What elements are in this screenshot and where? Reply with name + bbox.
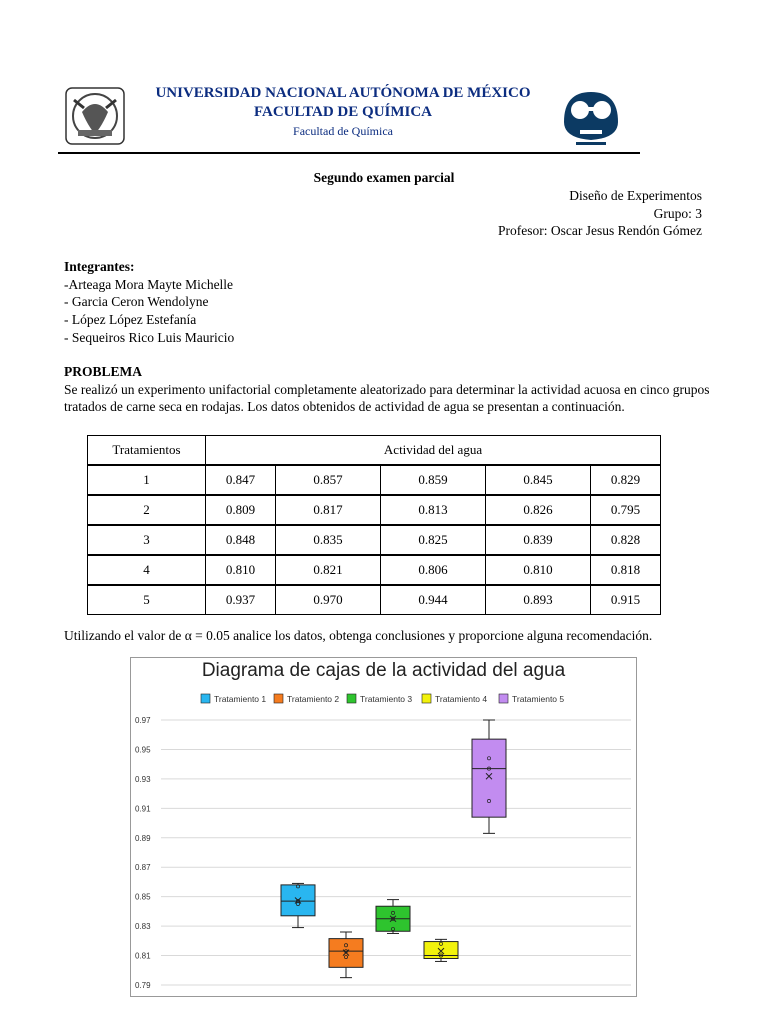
value-cell: 0.829 xyxy=(591,465,661,495)
table-row xyxy=(88,585,661,615)
y-tick-label: 0.85 xyxy=(135,892,151,902)
professor-name: Profesor: Oscar Jesus Rendón Gómez xyxy=(498,223,702,238)
value-cell: 0.845 xyxy=(486,465,591,495)
y-tick-label: 0.79 xyxy=(135,981,151,990)
value-cell: 0.937 xyxy=(206,585,276,615)
value-cell: 0.825 xyxy=(381,525,486,555)
water-activity-table xyxy=(87,435,661,615)
university-name: UNIVERSIDAD NACIONAL AUTÓNOMA DE MÉXICO xyxy=(155,85,531,101)
member-item: -Arteaga Mora Mayte Michelle xyxy=(64,276,234,292)
y-tick-label: 0.83 xyxy=(135,922,151,932)
y-tick-label: 0.95 xyxy=(135,745,151,755)
faculty-name: FACULTAD DE QUÍMICA xyxy=(253,104,433,120)
member-item: - Garcia Ceron Wendolyne xyxy=(64,294,209,310)
legend-label: Tratamiento 2 xyxy=(287,694,340,704)
y-tick-label: 0.97 xyxy=(135,716,151,725)
value-cell: 0.826 xyxy=(486,495,591,525)
table-row xyxy=(88,525,661,555)
chart-title: Diagrama de cajas de la actividad del agua xyxy=(201,660,566,681)
treatment-cell: 5 xyxy=(88,585,206,615)
header-water-activity: Actividad del agua xyxy=(206,436,661,466)
value-cell: 0.795 xyxy=(591,495,661,525)
value-cell: 0.813 xyxy=(381,495,486,525)
value-cell: 0.944 xyxy=(381,585,486,615)
value-cell: 0.810 xyxy=(206,555,276,585)
treatment-cell: 4 xyxy=(88,555,206,585)
document-header xyxy=(58,82,640,154)
value-cell: 0.893 xyxy=(486,585,591,615)
value-cell: 0.859 xyxy=(381,465,486,495)
value-cell: 0.809 xyxy=(206,495,276,525)
alpha-instruction: Utilizando el valor de α = 0.05 analice los datos, obtenga conclusiones y proporcione alguna recomendación. xyxy=(64,628,653,643)
group-number: Grupo: 3 xyxy=(653,205,702,221)
value-cell: 0.828 xyxy=(591,525,661,555)
y-tick-label: 0.87 xyxy=(135,863,151,873)
value-cell: 0.835 xyxy=(276,525,381,555)
legend-label: Tratamiento 3 xyxy=(360,694,413,704)
member-item: - Sequeiros Rico Luis Mauricio xyxy=(64,329,235,345)
legend-label: Tratamiento 5 xyxy=(512,694,565,704)
y-tick-label: 0.91 xyxy=(135,804,151,814)
table-row xyxy=(88,555,661,585)
member-item: - López López Estefanía xyxy=(64,312,197,328)
members-section xyxy=(64,258,234,347)
legend-label: Tratamiento 1 xyxy=(214,694,267,704)
legend-label: Tratamiento 4 xyxy=(435,694,488,704)
value-cell: 0.970 xyxy=(276,585,381,615)
legend-swatch xyxy=(274,694,283,703)
table-row xyxy=(88,465,661,495)
boxplot-chart xyxy=(130,657,637,997)
value-cell: 0.847 xyxy=(206,465,276,495)
table-row xyxy=(88,495,661,525)
exam-title: Segundo examen parcial xyxy=(313,170,455,185)
y-tick-label: 0.93 xyxy=(135,774,151,784)
value-cell: 0.810 xyxy=(486,555,591,585)
problem-title: PROBLEMA xyxy=(64,364,143,379)
facultad-quimica-logo xyxy=(558,86,624,148)
value-cell: 0.857 xyxy=(276,465,381,495)
institution-header xyxy=(138,84,548,140)
problem-section xyxy=(64,363,714,416)
course-name: Diseño de Experimentos xyxy=(569,188,702,203)
value-cell: 0.848 xyxy=(206,525,276,555)
header-treatments: Tratamientos xyxy=(88,436,206,466)
members-label: Integrantes: xyxy=(64,259,135,274)
problem-text: Se realizó un experimento unifactorial completamente aleatorizado para determinar la actividad acuosa en cinco grupos tratados de carne seca en rodajas. Los datos obtenidos de actividad de agua se presentan a continuación. xyxy=(64,381,710,414)
treatment-cell: 2 xyxy=(88,495,206,525)
boxplot-svg xyxy=(131,658,636,996)
legend-swatch xyxy=(201,694,210,703)
value-cell: 0.806 xyxy=(381,555,486,585)
value-cell: 0.818 xyxy=(591,555,661,585)
legend-swatch xyxy=(422,694,431,703)
course-info xyxy=(498,187,702,240)
faculty-subtitle: Facultad de Química xyxy=(293,124,393,138)
treatment-cell: 3 xyxy=(88,525,206,555)
value-cell: 0.839 xyxy=(486,525,591,555)
legend-swatch xyxy=(499,694,508,703)
value-cell: 0.817 xyxy=(276,495,381,525)
treatment-cell: 1 xyxy=(88,465,206,495)
y-tick-label: 0.89 xyxy=(135,833,151,843)
value-cell: 0.821 xyxy=(276,555,381,585)
unam-seal-logo xyxy=(64,86,126,146)
table-header-row xyxy=(88,436,661,466)
legend-swatch xyxy=(347,694,356,703)
y-tick-label: 0.81 xyxy=(135,951,151,961)
box xyxy=(472,739,506,817)
value-cell: 0.915 xyxy=(591,585,661,615)
